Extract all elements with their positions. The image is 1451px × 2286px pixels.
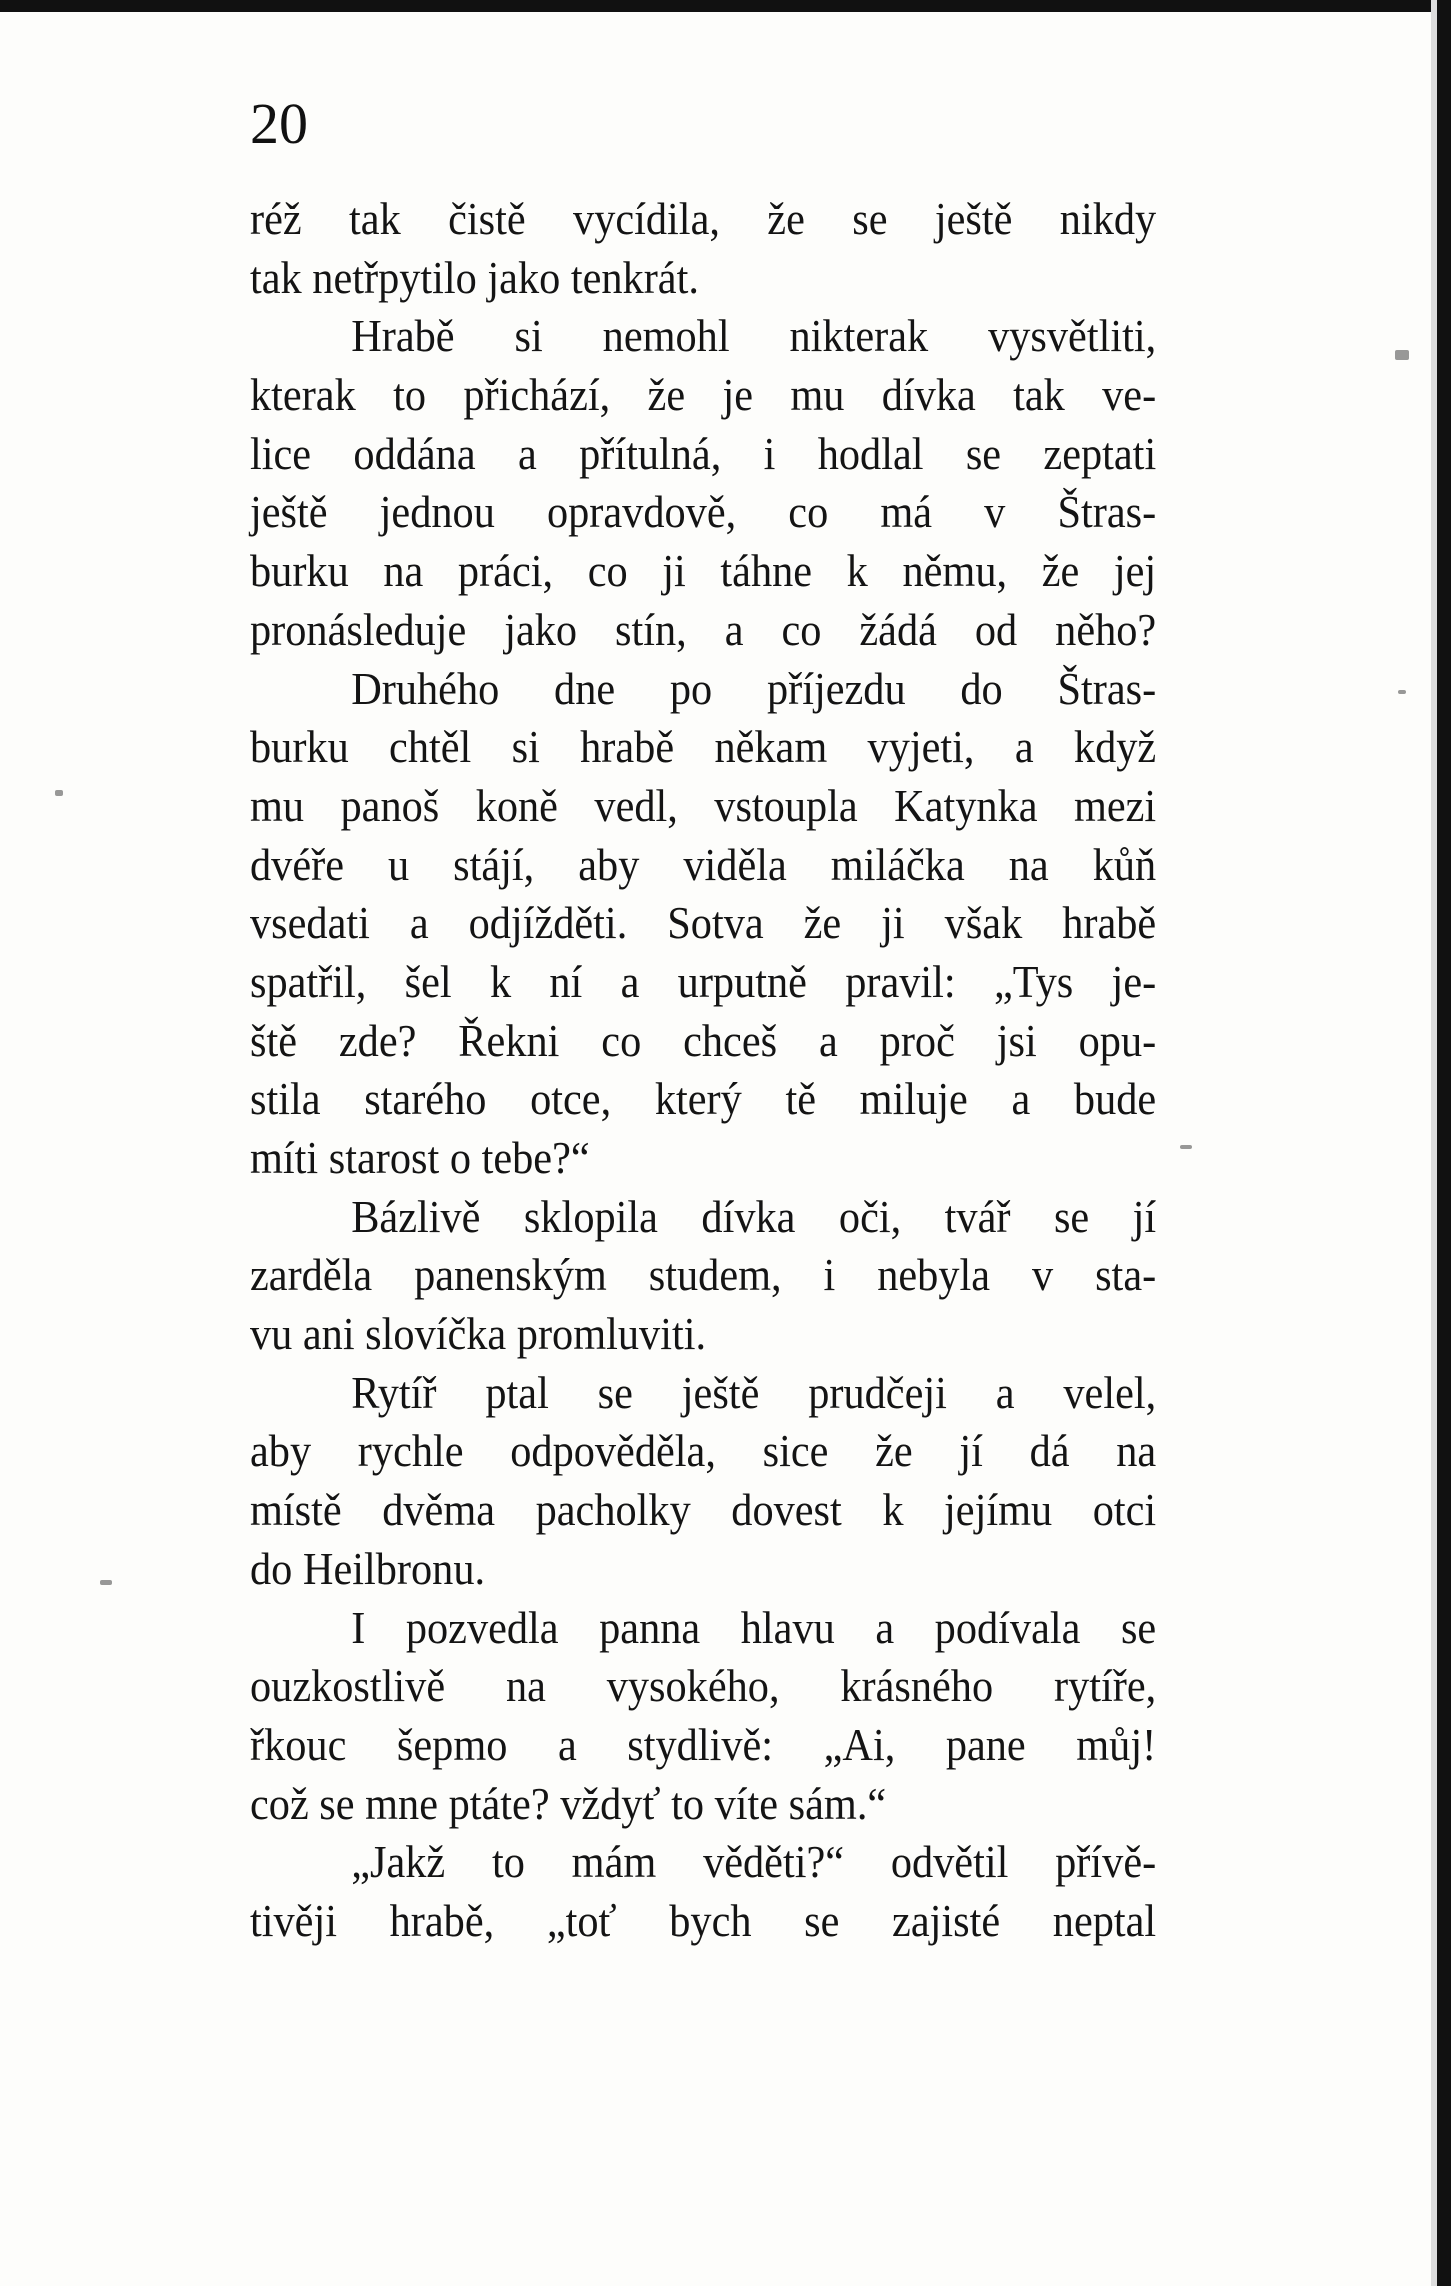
scan-right-edge: [1437, 0, 1451, 2286]
text-line: ouzkostlivě na vysokého, krásného rytíře,: [250, 1660, 1157, 1712]
scan-top-edge: [0, 0, 1451, 12]
text-line: pronásleduje jako stín, a co žádá od něho?: [250, 603, 1157, 655]
text-line: místě dvěma pacholky dovest k jejímu otci: [250, 1484, 1157, 1536]
body-text: [250, 190, 1156, 1951]
text-line: „Jakž to mám věděti?“ odvětil přívě-: [351, 1836, 1157, 1888]
text-line: spatřil, šel k ní a urputně pravil: „Tys je-: [250, 955, 1157, 1007]
text-line: vsedati a odjížděti. Sotva že ji však hrabě: [250, 897, 1157, 949]
text-line: což se mne ptáte? vždyť to víte sám.“: [250, 1777, 887, 1829]
text-line: řkouc šepmo a stydlivě: „Ai, pane můj!: [250, 1718, 1157, 1770]
text-line: Hrabě si nemohl nikterak vysvětliti,: [351, 310, 1157, 362]
text-line: ještě jednou opravdově, co má v Štras-: [250, 486, 1157, 538]
text-line: lice oddána a přítulná, i hodlal se zeptati: [250, 427, 1157, 479]
text-line: dvéře u stájí, aby viděla miláčka na kůň: [250, 838, 1157, 890]
text-line: tivěji hrabě, „toť bych se zajisté neptal: [250, 1894, 1157, 1946]
text-line: do Heilbronu.: [250, 1542, 486, 1594]
text-line: Druhého dne po příjezdu do Štras-: [351, 662, 1157, 714]
text-line: stila starého otce, který tě miluje a bude: [250, 1073, 1157, 1125]
text-line: kterak to přichází, že je mu dívka tak ve-: [250, 369, 1157, 421]
text-line: Rytíř ptal se ještě prudčeji a velel,: [351, 1366, 1157, 1418]
scan-speck: [55, 790, 63, 796]
text-line: tak netřpytilo jako tenkrát.: [250, 251, 699, 303]
text-line: I pozvedla panna hlavu a podívala se: [351, 1601, 1157, 1653]
scan-speck: [1398, 690, 1406, 694]
text-line: Bázlivě sklopila dívka oči, tvář se jí: [351, 1190, 1157, 1242]
text-line: réž tak čistě vycídila, že se ještě nikdy: [250, 193, 1157, 244]
scan-speck: [1180, 1145, 1192, 1149]
text-line: vu ani slovíčka promluviti.: [250, 1308, 707, 1360]
text-line: burku chtěl si hrabě někam vyjeti, a když: [250, 721, 1157, 773]
scan-speck: [1395, 350, 1409, 360]
text-line: zarděla panenským studem, i nebyla v sta-: [250, 1249, 1157, 1301]
text-line: míti starost o tebe?“: [250, 1132, 590, 1183]
page-number: 20: [250, 91, 308, 156]
text-line: aby rychle odpověděla, sice že jí dá na: [250, 1425, 1157, 1477]
scan-speck: [100, 1580, 112, 1585]
text-line: mu panoš koně vedl, vstoupla Katynka mezi: [250, 779, 1157, 831]
text-line: ště zde? Řekni co chceš a proč jsi opu-: [250, 1014, 1157, 1066]
text-line: burku na práci, co ji táhne k němu, že jej: [250, 545, 1157, 597]
